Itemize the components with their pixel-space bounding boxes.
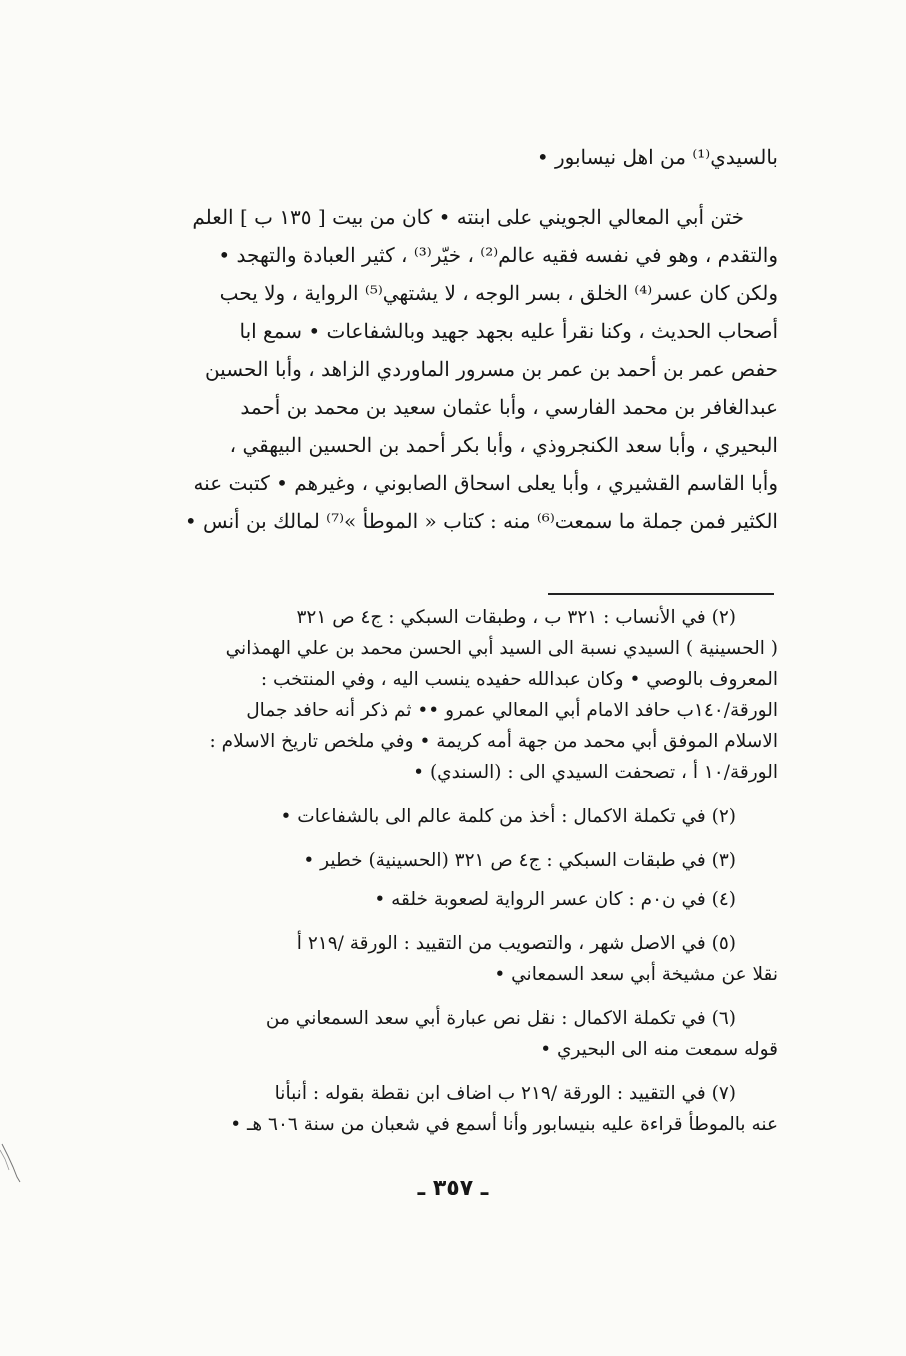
body-line: حفص عمر بن أحمد بن عمر بن مسرور الماوردي الزاهد ، وأبا الحسين (204, 357, 778, 381)
footnote-line: (٦) في تكملة الاكمال : نقل نص عبارة أبي سعد السمعاني من (265, 1008, 736, 1029)
footnote-line: عنه بالموطأ قراءة عليه بنيسابور وأنا أسمع في شعبان من سنة ٦٠٦ هـ • (230, 1114, 778, 1135)
scan-edge-mark (0, 1142, 24, 1184)
footnote-line: الورقة/١٤٠ب حافد الامام أبي المعالي عمرو •• ثم ذكر أنه حافد جمال (246, 700, 778, 721)
footnote-separator (548, 593, 774, 595)
footnote (128, 602, 778, 788)
footnote (128, 884, 778, 915)
body-line: والتقدم ، وهو في نفسه فقيه عالم⁽²⁾ ، خيّر⁽³⁾ ، كثير العبادة والتهجد • (218, 243, 778, 267)
footnote-line: المعروف بالوصي • وكان عبدالله حفيده ينسب اليه ، وفي المنتخب : (260, 669, 778, 690)
footnote-line: (٢) في تكملة الاكمال : أخذ من كلمة عالم الى بالشفاعات • (280, 806, 736, 827)
body-line: ختن أبي المعالي الجويني على ابنته • كان من بيت [ ١٣٥ ب ] العلم (192, 205, 744, 229)
footnote-line: قوله سمعت منه الى البحيري • (540, 1039, 778, 1060)
footnote-line: الورقة/١٠ أ ، تصحفت السيدي الى : (السندي) • (413, 762, 778, 783)
body-line: ولكن كان عسر⁽⁴⁾ الخلق ، بسر الوجه ، لا يشتهي⁽⁵⁾ الرواية ، ولا يحب (219, 281, 778, 305)
footnotes (128, 602, 778, 1153)
body-line: الكثير فمن جملة ما سمعت⁽⁶⁾ منه : كتاب « الموطأ »⁽⁷⁾ لمالك بن أنس • (184, 509, 778, 533)
footnote-line: (٢) في الأنساب : ٣٢١ ب ، وطبقات السبكي : ج٤ ص ٣٢١ (296, 607, 736, 628)
body-line: بالسيدي⁽¹⁾ من اهل نيسابور • (536, 145, 778, 169)
footnote (128, 1003, 778, 1065)
footnote-line: ( الحسينية ) السيدي نسبة الى السيد أبي الحسن محمد بن علي الهمذاني (225, 638, 778, 659)
body-line: وأبا القاسم القشيري ، وأبا يعلى اسحاق الصابوني ، وغيرهم • كتبت عنه (193, 471, 778, 495)
footnote (128, 928, 778, 990)
main-text (128, 138, 778, 540)
page-number: ـ ٣٥٧ ـ (417, 1176, 489, 1201)
footnote-line: (٧) في التقييد : الورقة /٢١٩ ب اضاف ابن نقطة بقوله : أنبأنا (274, 1083, 736, 1104)
footnote (128, 801, 778, 832)
footnote-line: الاسلام الموفق أبي محمد من جهة أمه كريمة • وفي ملخص تاريخ الاسلام : (209, 731, 778, 752)
footnote-line: نقلا عن مشيخة أبي سعد السمعاني • (494, 964, 778, 985)
body-line: البحيري ، وأبا سعد الكنجروذي ، وأبا بكر أحمد بن الحسين البيهقي ، (229, 433, 778, 457)
body-line: أصحاب الحديث ، وكنا نقرأ عليه بجهد جهيد وبالشفاعات • سمع ابا (239, 319, 778, 343)
footnote-line: (٣) في طبقات السبكي : ج٤ ص ٣٢١ (الحسينية) خطير • (303, 850, 736, 871)
footnote-line: (٥) في الاصل شهر ، والتصويب من التقييد : الورقة /٢١٩ أ (296, 933, 736, 954)
footnote-line: (٤) في ن٠م : كان عسر الرواية لصعوبة خلقه • (374, 889, 736, 910)
footnote (128, 845, 778, 876)
body-line: عبدالغافر بن محمد الفارسي ، وأبا عثمان سعيد بن محمد بن أحمد (240, 395, 778, 419)
footnote (128, 1078, 778, 1140)
